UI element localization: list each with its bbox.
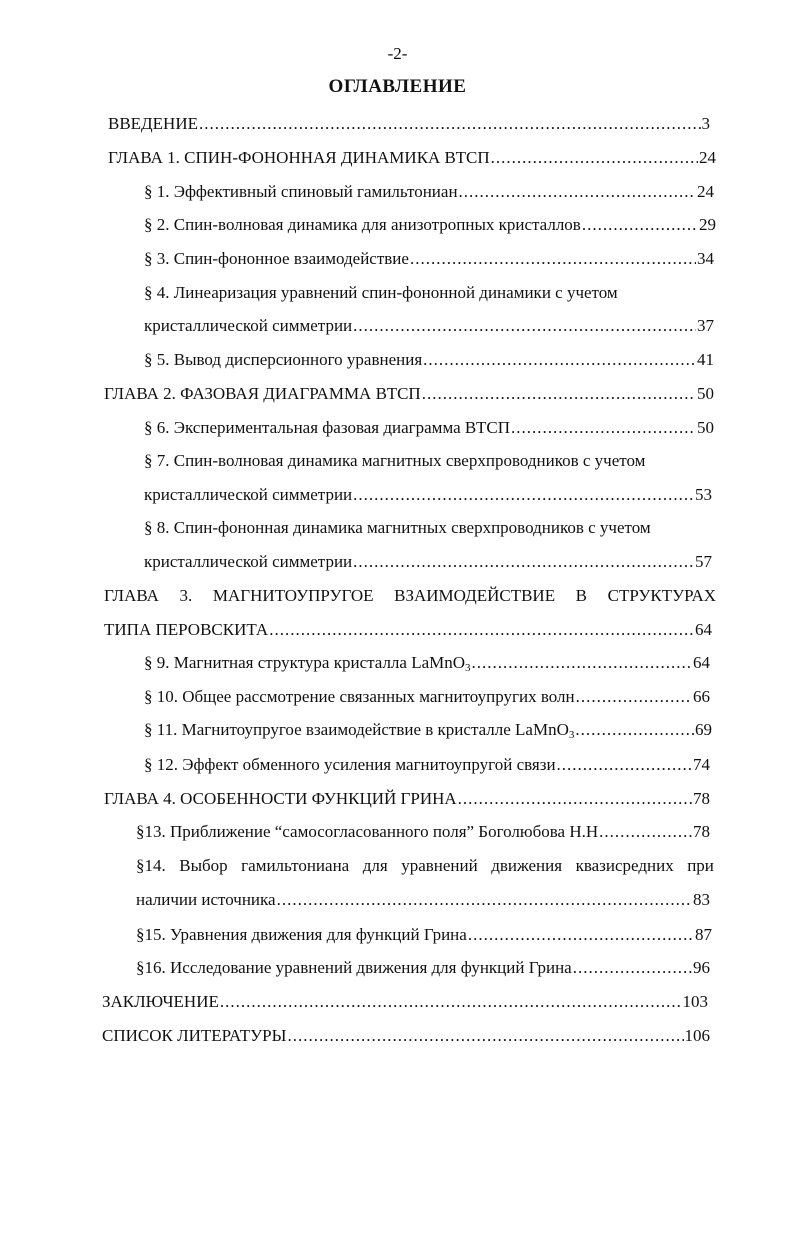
toc-entry-section-1[interactable] — [144, 182, 714, 202]
dot-leader — [423, 350, 696, 370]
toc-page-number: 103 — [682, 992, 708, 1011]
dot-leader — [576, 687, 692, 707]
toc-entry-text: кристаллической симметрии — [144, 485, 353, 504]
word: В — [575, 586, 588, 605]
word: уравнений — [401, 856, 478, 875]
toc-entry-section-5[interactable] — [144, 350, 714, 370]
dot-leader — [459, 182, 696, 202]
toc-title: ОГЛАВЛЕНИЕ — [328, 76, 467, 97]
toc-page-number: 83 — [693, 890, 710, 909]
toc-entry-text: § 5. Вывод дисперсионного уравнения — [144, 350, 423, 369]
toc-entry-text: § 1. Эффективный спиновый гамильтониан — [144, 182, 458, 201]
dot-leader — [458, 789, 692, 809]
toc-entry-section-10[interactable] — [144, 687, 710, 707]
toc-entry-section-14-line2[interactable] — [136, 890, 710, 910]
toc-entry-text: §13. Приближение “самосогласованного поля” Боголюбова Н.Н — [136, 822, 599, 841]
toc-page-number: 53 — [695, 485, 712, 504]
toc-entry-text: § 2. Спин-волновая динамика для анизотропных кристаллов — [144, 215, 581, 234]
subscript: 3 — [465, 662, 471, 674]
toc-entry-conclusion[interactable] — [102, 992, 708, 1012]
toc-entry-text: ЗАКЛЮЧЕНИЕ — [102, 992, 219, 1011]
toc-entry-section-2[interactable] — [144, 215, 716, 235]
dot-leader — [557, 755, 692, 775]
toc-entry-section-16[interactable] — [136, 958, 710, 978]
word: движения — [491, 856, 563, 875]
word: 3. — [179, 586, 193, 605]
toc-page-number: 50 — [697, 384, 714, 403]
word: ГЛАВА — [104, 586, 159, 605]
toc-entry-section-4-line2[interactable] — [144, 316, 714, 336]
toc-page-number: 34 — [697, 249, 714, 268]
toc-page-number: 69 — [695, 720, 712, 739]
dot-leader — [353, 552, 694, 572]
dot-leader — [410, 249, 696, 269]
toc-entry-section-3[interactable] — [144, 249, 714, 269]
toc-entry-text: § 12. Эффект обменного усиления магнитоупругой связи — [144, 755, 556, 774]
dot-leader — [491, 148, 698, 168]
toc-entry-text: §16. Исследование уравнений движения для функций Грина — [136, 958, 572, 977]
toc-entry-text: СПИСОК ЛИТЕРАТУРЫ — [102, 1026, 287, 1045]
toc-page-number: 57 — [695, 552, 712, 571]
toc-page-number: 78 — [693, 789, 710, 808]
toc-entry-chapter-3-line2[interactable] — [104, 620, 712, 640]
toc-entry-section-8-line2[interactable] — [144, 552, 712, 572]
toc-entry-text: § 3. Спин-фононное взаимодействие — [144, 249, 409, 268]
toc-entry-intro[interactable] — [108, 114, 710, 134]
toc-entry-text: ТИПА ПЕРОВСКИТА — [104, 620, 269, 639]
toc-page-number: 50 — [697, 418, 714, 437]
dot-leader — [573, 958, 692, 978]
word: гамильтониана — [241, 856, 350, 875]
word: §14. — [136, 856, 166, 875]
toc-page-number: 37 — [697, 316, 714, 335]
toc-entry-section-7-line2[interactable] — [144, 485, 712, 505]
toc-entry-text: наличии источника — [136, 890, 276, 909]
dot-leader — [220, 992, 682, 1012]
dot-leader — [599, 822, 692, 842]
page-number: -2- — [387, 44, 408, 63]
toc-page-number: 3 — [701, 114, 710, 133]
toc-entry-section-13[interactable] — [136, 822, 710, 842]
toc-page-number: 96 — [693, 958, 710, 977]
toc-entry-text: кристаллической симметрии — [144, 316, 353, 335]
dot-leader — [269, 620, 694, 640]
dot-leader — [422, 384, 696, 404]
toc-entry-text: § 10. Общее рассмотрение связанных магнитоупругих волн — [144, 687, 575, 706]
toc-entry-section-7-line1[interactable]: § 7. Спин-волновая динамика магнитных сверхпроводников с учетом — [144, 451, 646, 470]
word: СТРУКТУРАХ — [607, 586, 716, 605]
toc-entry-section-15[interactable] — [136, 925, 712, 945]
dot-leader — [468, 925, 694, 945]
toc-entry-section-8-line1[interactable]: § 8. Спин-фононная динамика магнитных сверхпроводников с учетом — [144, 518, 651, 537]
toc-page-number: 24 — [699, 148, 716, 167]
subscript: 3 — [568, 729, 575, 741]
dot-leader — [582, 215, 698, 235]
dot-leader — [353, 485, 694, 505]
toc-entry-chapter-4[interactable] — [104, 789, 710, 809]
toc-page-number: 64 — [693, 653, 710, 672]
dot-leader — [472, 653, 692, 673]
toc-page-number: 29 — [699, 215, 716, 234]
toc-page-number: 66 — [693, 687, 710, 706]
toc-entry-text — [144, 653, 471, 673]
toc-entry-chapter-2[interactable] — [104, 384, 714, 404]
word: при — [687, 856, 714, 875]
toc-entry-chapter-1[interactable] — [108, 148, 716, 168]
toc-page-number: 64 — [695, 620, 712, 639]
dot-leader — [353, 316, 696, 336]
toc-page-number: 106 — [684, 1026, 710, 1045]
dot-leader — [511, 418, 696, 438]
toc-entry-text: §15. Уравнения движения для функций Грина — [136, 925, 467, 944]
word: МАГНИТОУПРУГОЕ — [212, 586, 374, 605]
toc-entry-section-12[interactable] — [144, 755, 710, 775]
toc-entry-references[interactable] — [102, 1026, 710, 1046]
section-title: § 11. Магнитоупругое взаимодействие в кристалле LaMnO — [144, 720, 569, 739]
toc-entry-text — [144, 720, 574, 740]
toc-entry-text: ГЛАВА 4. ОСОБЕННОСТИ ФУНКЦИЙ ГРИНА — [104, 789, 457, 808]
toc-entry-text: ГЛАВА 2. ФАЗОВАЯ ДИАГРАММА ВТСП — [104, 384, 421, 403]
toc-entry-section-9[interactable] — [144, 653, 710, 673]
toc-entry-text: § 6. Экспериментальная фазовая диаграмма ВТСП — [144, 418, 510, 437]
section-title: § 9. Магнитная структура кристалла LaMnO — [144, 653, 466, 672]
dot-leader — [287, 1026, 683, 1046]
toc-entry-section-11[interactable] — [144, 720, 712, 740]
dot-leader — [199, 114, 701, 134]
toc-page-number: 74 — [693, 755, 710, 774]
word: квазисредних — [575, 856, 674, 875]
word: для — [362, 856, 388, 875]
toc-entry-text: ГЛАВА 1. СПИН-ФОНОННАЯ ДИНАМИКА ВТСП — [108, 148, 490, 167]
dot-leader — [575, 720, 694, 740]
dot-leader — [277, 890, 692, 910]
toc-entry-text: кристаллической симметрии — [144, 552, 353, 571]
toc-entry-text: ВВЕДЕНИЕ — [108, 114, 198, 133]
word: ВЗАИМОДЕЙСТВИЕ — [394, 586, 556, 605]
toc-page-number: 87 — [695, 925, 712, 944]
toc-entry-section-4-line1[interactable]: § 4. Линеаризация уравнений спин-фононной динамики с учетом — [144, 283, 618, 302]
toc-entry-chapter-3-line1[interactable] — [104, 586, 716, 606]
toc-page-number: 24 — [697, 182, 714, 201]
toc-page-number: 41 — [697, 350, 714, 369]
toc-page-number: 78 — [693, 822, 710, 841]
toc-entry-section-14-line1[interactable] — [136, 856, 714, 876]
word: Выбор — [179, 856, 228, 875]
toc-entry-section-6[interactable] — [144, 418, 714, 438]
